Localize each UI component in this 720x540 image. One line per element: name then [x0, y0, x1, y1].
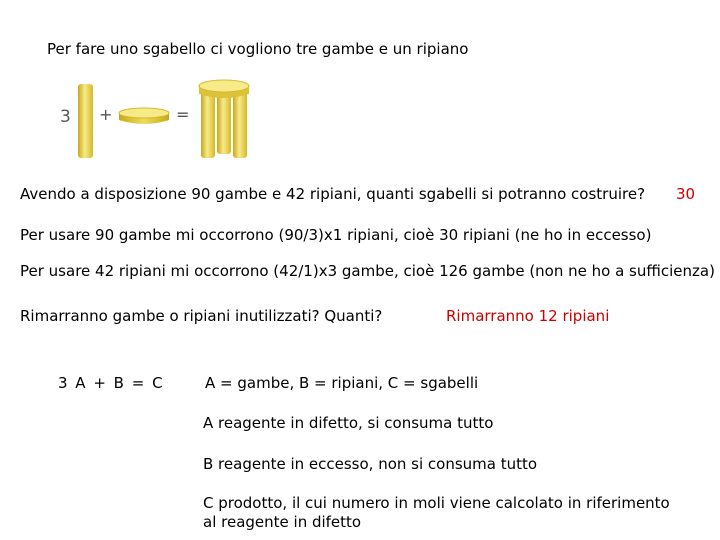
plus-sign: + [99, 105, 113, 124]
reaction-legend: A = gambe, B = ripiani, C = sgabelli [205, 374, 479, 392]
question-1: Avendo a disposizione 90 gambe e 42 ripiani, quanti sgabelli si potranno costruire? [20, 185, 646, 203]
reasoning-gambe: Per usare 90 gambe mi occorrono (90/3)x1 ripiani, cioè 30 ripiani (ne ho in eccesso) [20, 226, 652, 244]
note-reagent-a: A reagente in difetto, si consuma tutto [203, 414, 494, 432]
intro-text: Per fare uno sgabello ci vogliono tre gambe e un ripiano [47, 40, 469, 58]
reasoning-ripiani: Per usare 42 ripiani mi occorrono (42/1)x3 gambe, cioè 126 gambe (non ne ho a sufficienza) [20, 262, 715, 280]
note-product-c-line2: al reagente in difetto [203, 513, 362, 531]
question-2: Rimarranno gambe o ripiani inutilizzati? Quanti? [20, 307, 383, 325]
stool-image [196, 78, 252, 160]
equals-sign: = [176, 105, 190, 124]
stool-leg-image [76, 82, 96, 160]
note-reagent-b: B reagente in eccesso, non si consuma tutto [203, 455, 538, 473]
reaction-equation: 3 A + B = C [58, 374, 163, 392]
answer-2: Rimarranno 12 ripiani [446, 307, 610, 325]
leg-count: 3 [60, 107, 71, 127]
note-product-c-line1: C prodotto, il cui numero in moli viene calcolato in riferimento [203, 494, 670, 512]
stool-seat-image [116, 105, 172, 129]
answer-1: 30 [676, 185, 696, 203]
